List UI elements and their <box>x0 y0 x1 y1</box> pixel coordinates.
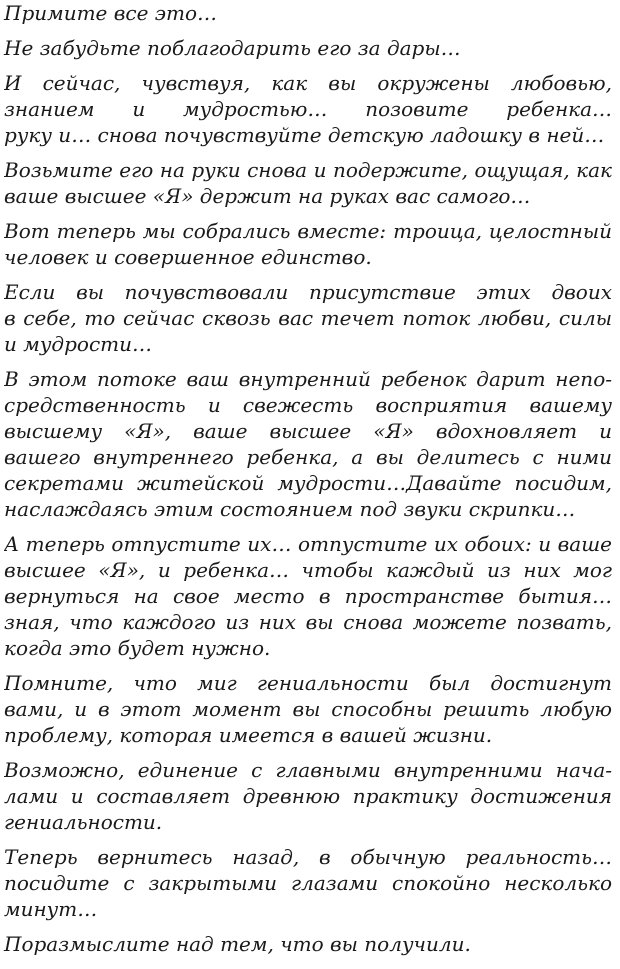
paragraph <box>4 531 612 661</box>
text-line: вашего внутреннего ребенка, а вы делитесь с ними <box>4 445 612 469</box>
text-line: проблему, которая имеется в вашей жизни. <box>4 723 493 747</box>
text-line: человек и совершенное единство. <box>4 245 372 269</box>
text-line: посидите с закрытыми глазами спокойно несколько <box>4 871 612 895</box>
text-line: ваше высшее «Я» держит на руках вас самого… <box>4 184 531 208</box>
document-page <box>4 0 612 957</box>
text-line: Возможно, единение с главными внутренними нача- <box>4 758 612 782</box>
text-line: Помните, что миг гениальности был достигнут <box>4 671 612 695</box>
paragraph <box>4 157 612 209</box>
paragraph <box>4 218 612 270</box>
text-line: Теперь вернитесь назад, в обычную реальность… <box>4 845 612 869</box>
paragraph <box>4 279 612 357</box>
text-line: минут… <box>4 897 98 921</box>
paragraph <box>4 844 612 922</box>
text-line: вами, и в этот момент вы способны решить любую <box>4 697 612 721</box>
text-line: секретами житейской мудрости…Давайте посидим, <box>4 471 612 495</box>
text-line: В этом потоке ваш внутренний ребенок дарит непо- <box>4 367 612 391</box>
paragraph <box>4 931 612 957</box>
text-line: и мудрости… <box>4 332 152 356</box>
text-line: высшему «Я», ваше высшее «Я» вдохновляет и <box>4 419 612 443</box>
paragraph <box>4 366 612 522</box>
text-line: Если вы почувствовали присутствие этих двоих <box>4 280 612 304</box>
text-line: Поразмыслите над тем, что вы получили. <box>4 932 471 956</box>
text-line: руку и… снова почувствуйте детскую ладошку в ней… <box>4 123 605 147</box>
text-line: гениальности. <box>4 810 163 834</box>
paragraph <box>4 757 612 835</box>
text-line: Вот теперь мы собрались вместе: троица, целостный <box>4 219 612 243</box>
text-line: в себе, то сейчас сквозь вас течет поток любви, силы <box>4 306 612 330</box>
text-line: высшее «Я», и ребенка… чтобы каждый из них мог <box>4 558 612 582</box>
text-line: вернуться на свое место в пространстве бытия… <box>4 584 612 608</box>
text-line: Возьмите его на руки снова и подержите, ощущая, как <box>4 158 612 182</box>
paragraph <box>4 35 612 61</box>
paragraph <box>4 670 612 748</box>
text-line: зная, что каждого из них вы снова можете позвать, <box>4 610 612 634</box>
text-line: средственность и свежесть восприятия вашему <box>4 393 612 417</box>
text-line: Не забудьте поблагодарить его за дары… <box>4 36 461 60</box>
text-line: лами и составляет древнюю практику достижения <box>4 784 612 808</box>
text-line: И сейчас, чувствуя, как вы окружены любовью, <box>4 71 612 95</box>
paragraph <box>4 0 612 26</box>
text-line: Примите все это… <box>4 1 217 25</box>
text-line: наслаждаясь этим состоянием под звуки скрипки… <box>4 497 576 521</box>
text-line: А теперь отпустите их… отпустите их обоих: и ваше <box>4 532 612 556</box>
text-line: когда это будет нужно. <box>4 636 271 660</box>
paragraph <box>4 70 612 148</box>
text-line: знанием и мудростью… позовите ребенка… <box>4 97 612 121</box>
